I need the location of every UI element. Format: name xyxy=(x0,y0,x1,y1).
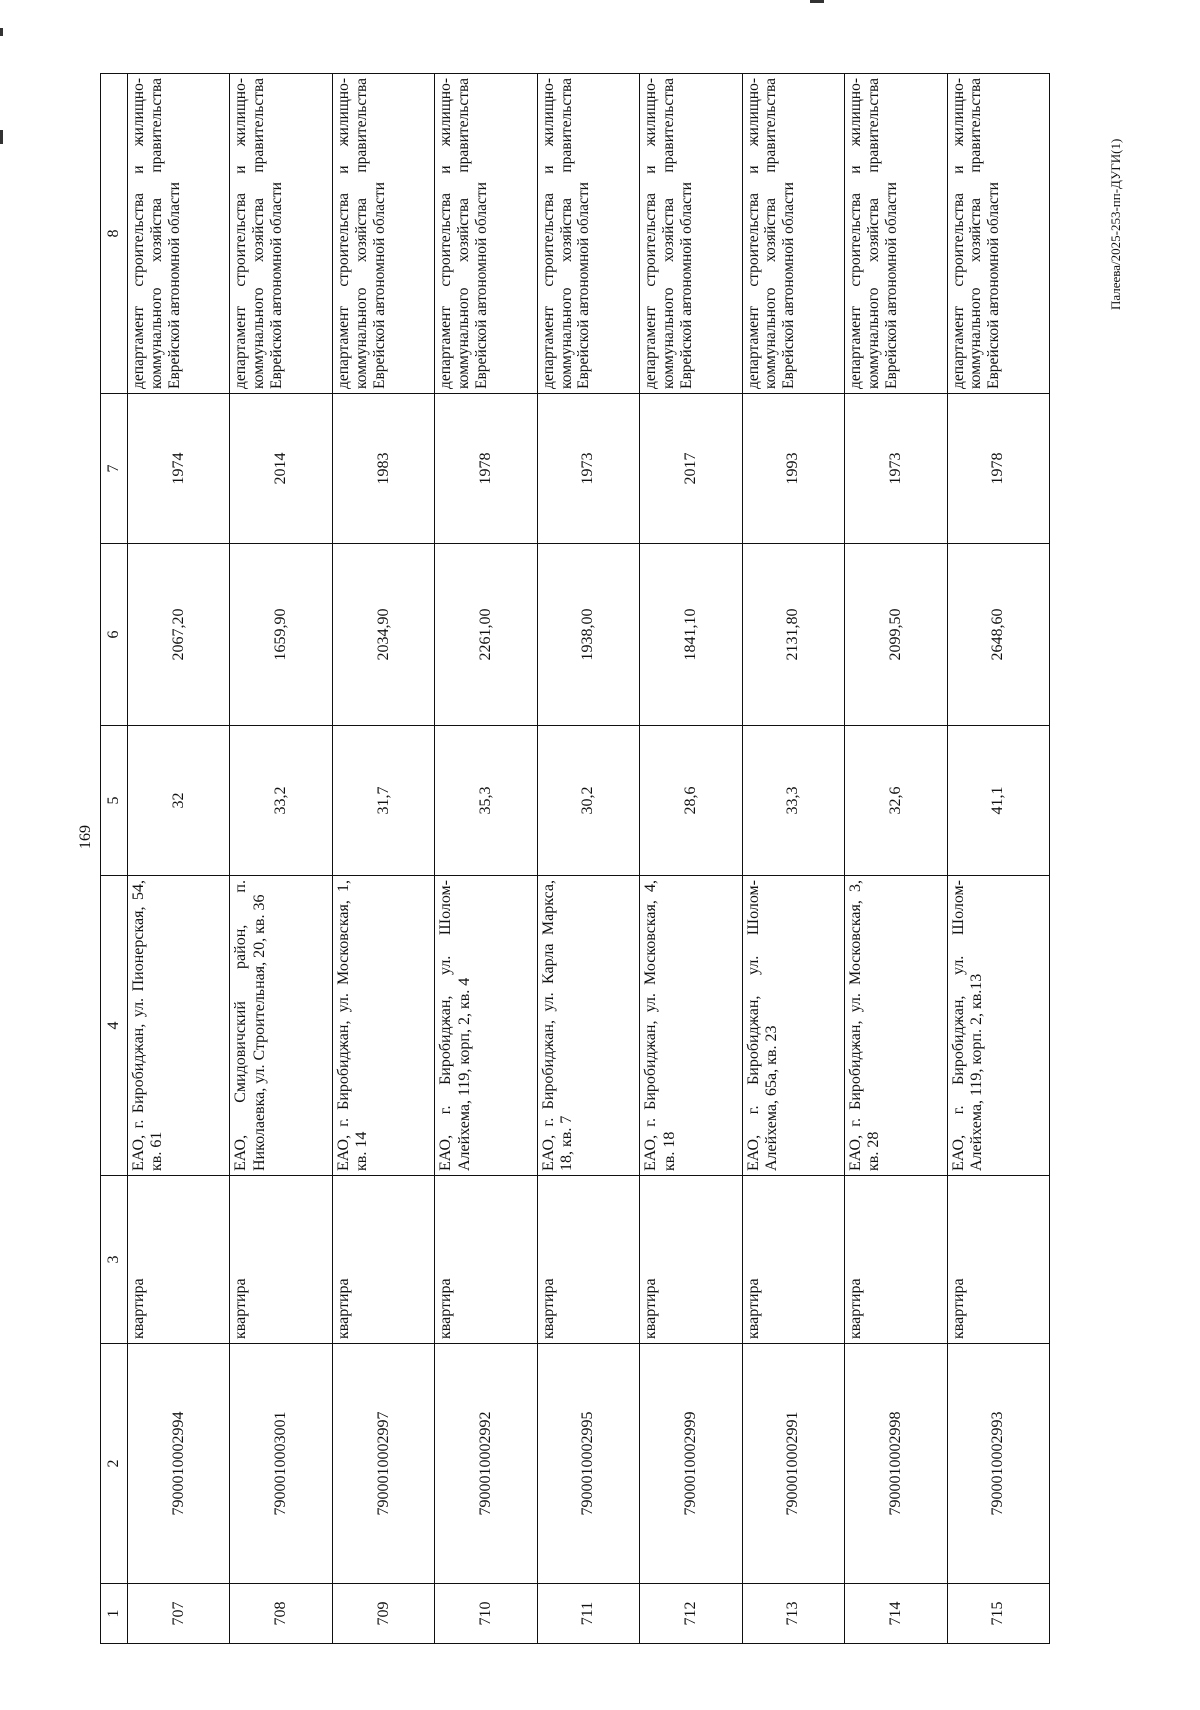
cadastral-number: 7900010002991 xyxy=(742,1344,844,1584)
row-number: 710 xyxy=(435,1584,537,1644)
doc-footer-container xyxy=(1108,138,1128,320)
cadastral-value: 2261,00 xyxy=(435,544,537,726)
column-header: 3 xyxy=(101,1176,128,1344)
column-header: 2 xyxy=(101,1344,128,1584)
object-area: 33,3 xyxy=(742,726,844,876)
object-area: 30,2 xyxy=(537,726,639,876)
object-area: 33,2 xyxy=(230,726,332,876)
object-address: ЕАО, Смидовичский район, п. Николаевка, ул. Строительная, 20, кв. 36 xyxy=(230,876,332,1176)
object-type: квартира xyxy=(332,1176,434,1344)
object-address: ЕАО, г. Биробиджан, ул. Пионерская, 54, кв. 61 xyxy=(128,876,230,1176)
object-type: квартира xyxy=(845,1176,947,1344)
row-number: 712 xyxy=(640,1584,742,1644)
cadastral-value: 1938,00 xyxy=(537,544,639,726)
object-address: ЕАО, г. Биробиджан, ул. Московская, 3, кв. 28 xyxy=(845,876,947,1176)
row-number: 708 xyxy=(230,1584,332,1644)
column-header: 4 xyxy=(101,876,128,1176)
object-type: квартира xyxy=(640,1176,742,1344)
year-built: 1973 xyxy=(845,394,947,544)
object-type: квартира xyxy=(435,1176,537,1344)
year-built: 1973 xyxy=(537,394,639,544)
scan-mark xyxy=(0,28,3,36)
cadastral-number: 7900010002993 xyxy=(947,1344,1050,1584)
object-address: ЕАО, г. Биробиджан, ул. Московская, 1, кв. 14 xyxy=(332,876,434,1176)
cadastral-number: 7900010002998 xyxy=(845,1344,947,1584)
year-built: 1978 xyxy=(435,394,537,544)
table-row xyxy=(947,74,1050,1644)
year-built: 1978 xyxy=(947,394,1050,544)
cadastral-value: 2131,80 xyxy=(742,544,844,726)
row-number: 709 xyxy=(332,1584,434,1644)
table-row xyxy=(128,74,230,1644)
row-number: 715 xyxy=(947,1584,1050,1644)
object-type: квартира xyxy=(947,1176,1050,1344)
column-header: 5 xyxy=(101,726,128,876)
page-number: 169 xyxy=(77,825,94,849)
holder-organization: департамент строительства и жилищно-коммунального хозяйства правительства Еврейской автономной области xyxy=(128,74,230,394)
header-row xyxy=(101,74,128,1644)
column-header: 1 xyxy=(101,1584,128,1644)
holder-organization: департамент строительства и жилищно-коммунального хозяйства правительства Еврейской автономной области xyxy=(435,74,537,394)
registry-table xyxy=(100,73,1050,1644)
cadastral-value: 1841,10 xyxy=(640,544,742,726)
object-type: квартира xyxy=(230,1176,332,1344)
holder-organization: департамент строительства и жилищно-коммунального хозяйства правительства Еврейской автономной области xyxy=(742,74,844,394)
year-built: 2017 xyxy=(640,394,742,544)
row-number: 714 xyxy=(845,1584,947,1644)
column-header: 6 xyxy=(101,544,128,726)
document-code: Палеева/2025-253-пп-ДУГИ(1) xyxy=(1108,138,1123,310)
object-address: ЕАО, г. Биробиджан, ул. Шолом-Алейхема, 65а, кв. 23 xyxy=(742,876,844,1176)
object-type: квартира xyxy=(537,1176,639,1344)
object-area: 35,3 xyxy=(435,726,537,876)
object-area: 28,6 xyxy=(640,726,742,876)
table-row xyxy=(742,74,844,1644)
cadastral-number: 7900010002997 xyxy=(332,1344,434,1584)
cadastral-value: 2034,90 xyxy=(332,544,434,726)
object-type: квартира xyxy=(742,1176,844,1344)
year-built: 2014 xyxy=(230,394,332,544)
scan-mark xyxy=(810,0,824,3)
holder-organization: департамент строительства и жилищно-коммунального хозяйства правительства Еврейской автономной области xyxy=(947,74,1050,394)
row-number: 711 xyxy=(537,1584,639,1644)
table-row xyxy=(230,74,332,1644)
row-number: 707 xyxy=(128,1584,230,1644)
object-address: ЕАО, г. Биробиджан, ул. Шолом-Алейхема, 119, корп. 2, кв.13 xyxy=(947,876,1050,1176)
object-address: ЕАО, г. Биробиджан, ул. Московская, 4, кв. 18 xyxy=(640,876,742,1176)
column-header: 7 xyxy=(101,394,128,544)
object-area: 41,1 xyxy=(947,726,1050,876)
cadastral-value: 2648,60 xyxy=(947,544,1050,726)
row-number: 713 xyxy=(742,1584,844,1644)
scan-mark xyxy=(0,130,3,144)
year-built: 1974 xyxy=(128,394,230,544)
table-row xyxy=(332,74,434,1644)
cadastral-number: 7900010003001 xyxy=(230,1344,332,1584)
year-built: 1993 xyxy=(742,394,844,544)
cadastral-value: 2067,20 xyxy=(128,544,230,726)
cadastral-number: 7900010002994 xyxy=(128,1344,230,1584)
holder-organization: департамент строительства и жилищно-коммунального хозяйства правительства Еврейской автономной области xyxy=(845,74,947,394)
object-area: 32,6 xyxy=(845,726,947,876)
object-address: ЕАО, г. Биробиджан, ул. Карла Маркса, 18, кв. 7 xyxy=(537,876,639,1176)
year-built: 1983 xyxy=(332,394,434,544)
holder-organization: департамент строительства и жилищно-коммунального хозяйства правительства Еврейской автономной области xyxy=(230,74,332,394)
column-header: 8 xyxy=(101,74,128,394)
object-area: 32 xyxy=(128,726,230,876)
holder-organization: департамент строительства и жилищно-коммунального хозяйства правительства Еврейской автономной области xyxy=(332,74,434,394)
object-area: 31,7 xyxy=(332,726,434,876)
object-address: ЕАО, г. Биробиджан, ул. Шолом-Алейхема, 119, корп, 2, кв. 4 xyxy=(435,876,537,1176)
registry-table-rotated xyxy=(100,74,1050,1644)
table-row xyxy=(845,74,947,1644)
cadastral-number: 7900010002999 xyxy=(640,1344,742,1584)
table-row xyxy=(537,74,639,1644)
cadastral-number: 7900010002992 xyxy=(435,1344,537,1584)
holder-organization: департамент строительства и жилищно-коммунального хозяйства правительства Еврейской автономной области xyxy=(640,74,742,394)
cadastral-value: 1659,90 xyxy=(230,544,332,726)
table-row xyxy=(435,74,537,1644)
table-row xyxy=(640,74,742,1644)
cadastral-number: 7900010002995 xyxy=(537,1344,639,1584)
holder-organization: департамент строительства и жилищно-коммунального хозяйства правительства Еврейской автономной области xyxy=(537,74,639,394)
object-type: квартира xyxy=(128,1176,230,1344)
cadastral-value: 2099,50 xyxy=(845,544,947,726)
